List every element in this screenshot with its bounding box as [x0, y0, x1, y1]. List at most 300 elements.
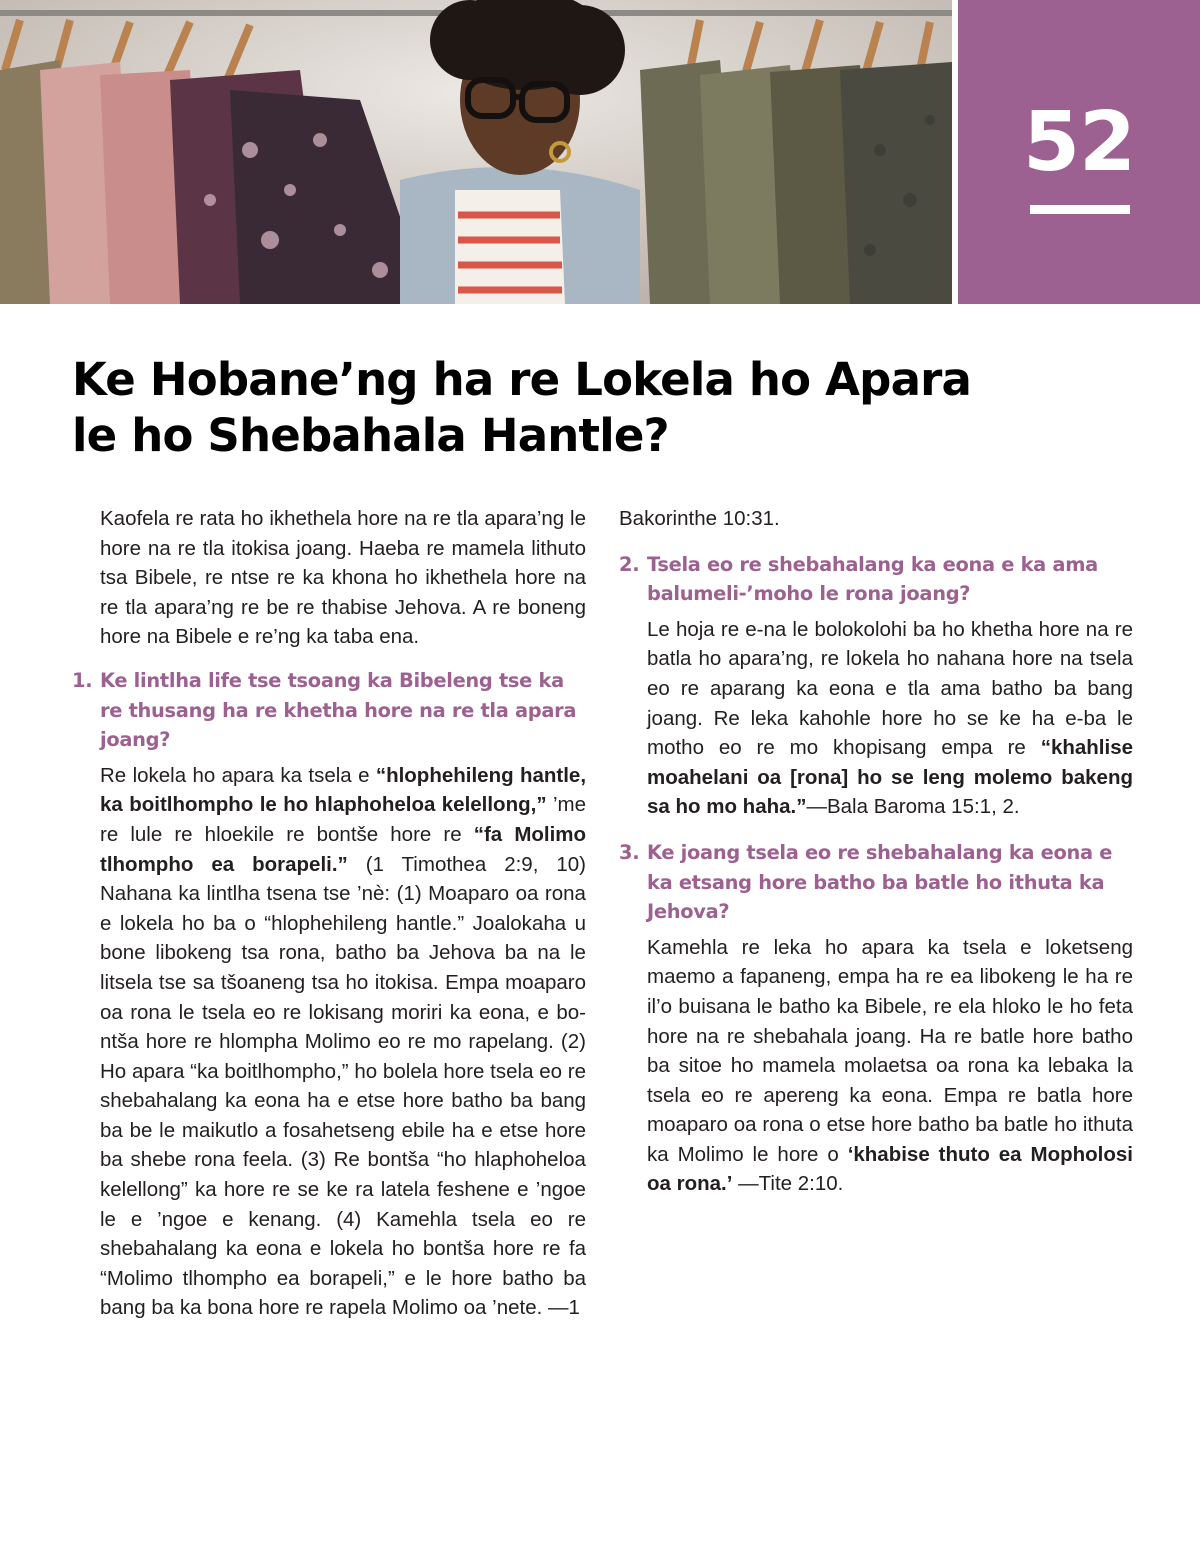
- answer-1-text-c-part: e: [517, 1178, 529, 1202]
- answer-1-text-c-part: litsela: [100, 970, 153, 994]
- answer-1-text-c-part: “hlophehileng: [264, 911, 388, 935]
- answer-1-text-c-part: [457, 1208, 472, 1231]
- answer-3-text-p2: —Tite 2:10.: [732, 1172, 844, 1196]
- answer-1-text-b-part: bontše: [316, 822, 379, 846]
- answer-1-text-c-part: eo: [539, 1059, 563, 1083]
- answer-1-text-c-part: [471, 1001, 478, 1024]
- answer-1-text-c-part: fa: [568, 1237, 587, 1261]
- answer-1-text-c-part: le: [178, 1000, 195, 1024]
- answer-1-text-c-part: bona: [207, 1296, 253, 1320]
- answer-1-text-c-part: [430, 1178, 437, 1201]
- answer-1-text-c-part: re: [567, 1207, 586, 1231]
- hero-photo: [0, 0, 952, 304]
- answer-1-text-c-part: eona: [254, 1089, 300, 1113]
- answer-1-text-c-part: shebe: [130, 1148, 187, 1172]
- answer-1-text-c-part: [217, 1237, 225, 1260]
- answer-1-paragraph: [72, 761, 586, 1323]
- answer-1-text-c-part: [395, 1267, 405, 1290]
- answer-1-text-c-part: ho: [181, 911, 205, 935]
- answer-1-quote-b-part: “fa: [473, 822, 503, 846]
- answer-1-text-c-part: eona,: [478, 1000, 531, 1024]
- answer-1-text-c-part: [538, 1119, 545, 1142]
- answer-1-text-c-part: rona,: [278, 941, 326, 965]
- answer-1-text-c-part: tsa: [241, 941, 269, 965]
- answer-1-text-c-part: [566, 912, 574, 935]
- answer-1-text-c-part: 10:31.: [722, 507, 780, 530]
- answer-1-text-c-part: tsela: [201, 1000, 246, 1024]
- answer-1-text-c-part: ho: [391, 1237, 415, 1261]
- answer-1-text-c-part: eo: [530, 1207, 553, 1231]
- answer-1-text-c-part: lokela: [119, 911, 174, 935]
- answer-1-text-c-part: moriri: [391, 1000, 443, 1024]
- answer-1-text-c-part: [217, 1178, 224, 1201]
- answer-1-text-c-part: le: [100, 1207, 116, 1231]
- question-1-text: Ke lintlha life tse tsoang ka Bibeleng tse ka re thusang ha re khetha hore na re tla apara joang?: [100, 668, 577, 752]
- answer-1-text-c-part: borapeli,”: [309, 1266, 395, 1290]
- answer-1-text-c-part: [529, 1178, 536, 1201]
- answer-1-text-c-part: [325, 941, 335, 964]
- answer-1-text-c-part: [290, 1178, 297, 1201]
- answer-1-text-c-part: [415, 1237, 423, 1260]
- answer-1-text-c-part: [265, 1178, 272, 1201]
- left-column: [72, 504, 586, 1323]
- answer-1-text-c-part: [173, 912, 181, 935]
- answer-1-text-c-part: Kamehla: [376, 1207, 458, 1231]
- question-1-number: 1.: [72, 668, 93, 692]
- answer-1-text-c-part: [401, 1030, 408, 1053]
- answer-1-text-c-part: re: [305, 1296, 324, 1320]
- question-2-text: Tsela eo re shebahalang ka eona e ka ama balumeli-’moho le rona joang?: [647, 552, 1098, 606]
- answer-1-text-c-part: hantle.”: [395, 911, 465, 935]
- answer-1-text-c-part: ba: [504, 941, 528, 965]
- answer-1-text-c-part: hore: [443, 1059, 485, 1083]
- answer-1-text-b-part: [462, 823, 474, 846]
- answer-2-paragraph: [619, 615, 1133, 822]
- answer-1-quote-b-part: [193, 853, 211, 876]
- answer-1-text-c-part: tlhompho: [182, 1266, 267, 1290]
- answer-1-text-c-part: (1: [365, 852, 384, 876]
- answer-1-text-c-part: [348, 853, 366, 876]
- answer-1-text-c-part: e: [222, 1207, 234, 1231]
- answer-1-text-c-part: [326, 1148, 334, 1171]
- answer-1-text-c-part: [111, 912, 119, 935]
- answer-1-text-c-part: e: [100, 911, 112, 935]
- answer-1-text-c-part: [139, 1030, 146, 1053]
- answer-1-text-c-part: [116, 1208, 131, 1231]
- answer-1-text-c-part: batho: [335, 941, 387, 965]
- answer-1-text-c-part: [426, 1030, 433, 1053]
- answer-1-text-c-part: [212, 1030, 219, 1053]
- answer-1-text-c-part: mo: [432, 1030, 462, 1054]
- answer-3-paragraph: [619, 933, 1133, 1199]
- answer-1-text-c-part: libokeng: [155, 941, 232, 965]
- answer-1-text-c-part: u: [574, 911, 586, 935]
- answer-1-text-c-part: boitlhompho,”: [224, 1059, 349, 1083]
- answer-1-text-c-part: [293, 1148, 301, 1171]
- answer-1-text-c-part: “ho: [436, 1148, 467, 1172]
- question-3-number: 3.: [619, 840, 640, 864]
- answer-1-text-c-part: [247, 1237, 255, 1260]
- answer-1-text-a-part: ho: [192, 763, 216, 787]
- answer-1-quote-b-part: [234, 853, 252, 876]
- answer-1-text-c-part: ka: [178, 882, 200, 906]
- answer-1-text-c-part: ba: [510, 1089, 533, 1113]
- answer-1-text-c-part: a: [265, 1118, 277, 1142]
- answer-1-text-a-part: apara: [221, 763, 275, 787]
- question-2: [619, 550, 1133, 609]
- answer-1-text-c-part: Re: [333, 1148, 360, 1172]
- answer-1-text-c-part: hlompha: [219, 1030, 298, 1054]
- question-2-number: 2.: [619, 552, 640, 576]
- answer-1-text-c-part: [195, 1001, 202, 1024]
- answer-1-text-c-part: [528, 941, 538, 964]
- lesson-number: 52: [1022, 95, 1136, 190]
- answer-1-text-c-part: batho: [451, 1089, 503, 1113]
- answer-1-text-b-part: [378, 823, 390, 846]
- answer-1-text-c-part: ’ngoe: [535, 1178, 586, 1202]
- answer-1-text-c-part: eona: [255, 1237, 302, 1261]
- answer-1-text-c-part: [186, 1148, 194, 1171]
- answer-1-text-c-part: [146, 941, 156, 964]
- answer-1-text-c-part: [538, 853, 556, 876]
- answer-1-text-c-part: [256, 912, 264, 935]
- answer-1-text-c-part: [554, 1267, 564, 1290]
- page-title: [72, 352, 1072, 464]
- answer-1-text-c-part: tsela: [490, 1059, 534, 1083]
- answer-1-text-c-part: (1): [396, 882, 422, 906]
- answer-1-text-c-part: o: [244, 911, 256, 935]
- answer-1-text-c-part: ebile: [401, 1118, 445, 1142]
- answer-1-text-c-part: ke: [326, 1178, 349, 1202]
- answer-2-quote-b1: “khahlise moahelani oa [rona] ho se leng molemo bakeng sa ho mo haha.”: [647, 736, 1133, 819]
- answer-1-text-c-part: [173, 1267, 183, 1290]
- answer-1-text-c-part: [247, 1089, 255, 1112]
- answer-1-text-c-part: rona: [130, 1000, 172, 1024]
- answer-1-text-c-part: e: [309, 1237, 322, 1261]
- answer-1-text-b-part: hloekile: [204, 822, 275, 846]
- answer-1-text-c-part: [123, 1119, 130, 1142]
- answer-1-text-c-part: [515, 1208, 530, 1231]
- answer-1-text-b-part: hore: [390, 822, 432, 846]
- answer-1-text-c-part: [554, 1030, 561, 1053]
- answer-1-text-c-part: ba: [563, 1266, 587, 1290]
- answer-1-text-c-part: [383, 1237, 391, 1260]
- answer-1-text-c-part: rona: [194, 1148, 236, 1172]
- answer-1-text-c-part: bolela: [382, 1059, 438, 1083]
- answer-1-text-c-part: [429, 1148, 437, 1171]
- answer-1-quote-a-part: kelellong,”: [441, 793, 547, 817]
- shopper-with-clothing-rack-illustration: [0, 0, 952, 304]
- answer-1-text-c-part: e: [337, 1089, 349, 1113]
- answer-1-text-b-part: re: [174, 822, 193, 846]
- answer-1-text-c-part: Bakorinthe: [619, 507, 718, 530]
- answer-1-text-c-part: tsela: [471, 1207, 516, 1231]
- answer-1-quote-a-part: hantle,: [519, 763, 587, 787]
- answer-1-text-c-part: [486, 853, 504, 876]
- answer-1-text-c-part: [245, 1001, 252, 1024]
- answer-1-text-a-part: lokela: [132, 763, 187, 787]
- answer-1-text-c-part: 10): [556, 852, 586, 876]
- answer-1-paragraph-continued: [619, 504, 1133, 534]
- answer-1-text-c-part: bang: [540, 1089, 587, 1113]
- answer-1-text-c-part: [330, 1089, 338, 1112]
- answer-1-text-a-part: ka: [280, 763, 303, 787]
- answer-1-text-c-part: ba: [396, 941, 420, 965]
- answer-1-text-c-part: tsa: [311, 970, 340, 994]
- answer-1-text-c-part: [300, 1267, 310, 1290]
- answer-1-text-c-part: Ho: [100, 1059, 127, 1083]
- answer-1-text-c-part: [302, 1237, 310, 1260]
- answer-1-text-c-part: [123, 1148, 131, 1171]
- answer-1-text-b-part: re: [443, 822, 462, 846]
- lesson-number-box: [958, 0, 1200, 304]
- answer-1-text-c-part: re: [407, 1030, 426, 1054]
- answer-1-text-b-part: [193, 823, 205, 846]
- answer-1-text-c-part: rapelang.: [468, 1030, 554, 1054]
- answer-1-text-c-part: [560, 941, 570, 964]
- answer-1-text-c-part: rona: [544, 882, 586, 906]
- answer-1-text-c-part: tse: [323, 882, 351, 906]
- answer-1-text-c-part: 2:9,: [504, 852, 539, 876]
- answer-1-text-c-part: Molimo: [304, 1030, 371, 1054]
- answer-1-text-c-part: feshene: [436, 1178, 510, 1202]
- answer-1-text-c-part: ba: [100, 1148, 123, 1172]
- answer-1-text-c-part: bang: [100, 1296, 146, 1320]
- answer-1-text-c-part: le: [569, 941, 586, 965]
- answer-1-text-c-part: [258, 1119, 265, 1142]
- answer-1-text-c-part: re: [542, 1237, 561, 1261]
- answer-1-text-c-part: itokisa.: [374, 970, 439, 994]
- answer-1-text-c-part: se: [297, 1178, 320, 1202]
- answer-1-text-c-part: [419, 941, 429, 964]
- answer-1-text-c-part: lintlha: [206, 882, 261, 906]
- answer-1-quote-a-part: boitlhompho: [129, 793, 254, 817]
- answer-1-text-c-part: ka: [224, 1089, 247, 1113]
- answer-1-text-c-part: [416, 1267, 426, 1290]
- page-title-line-2: le ho Shebahala Hantle?: [72, 409, 669, 462]
- answer-1-text-c-part: [387, 941, 397, 964]
- answer-1-text-c-part: apara: [131, 1059, 185, 1083]
- answer-1-text-c-part: ea: [276, 1266, 300, 1290]
- answer-1-text-c-part: [188, 1178, 195, 1201]
- answer-1-text-c-part: hore: [402, 1089, 444, 1113]
- answer-1-text-c-part: [492, 1267, 502, 1290]
- answer-1-text-c-part: [464, 912, 472, 935]
- answer-1-text-c-part: [442, 1267, 452, 1290]
- answer-1-text-c-part: eo: [377, 1030, 401, 1054]
- answer-1-text-c-part: le: [159, 1118, 176, 1142]
- answer-1-text-c-part: Jehova: [428, 941, 495, 965]
- answer-1-text-c-part: hore: [544, 1118, 587, 1142]
- answer-1-text-c-part: Nahana: [100, 882, 172, 906]
- answer-1-text-c-part: Joalokaha: [472, 911, 567, 935]
- answer-1-text-c-part: bontša: [422, 1237, 485, 1261]
- answer-1-text-c-part: ha: [307, 1089, 331, 1113]
- answer-1-text-c-part: [445, 1119, 452, 1142]
- answer-1-text-c-part: re: [193, 1030, 213, 1054]
- answer-1-text-c-part: [321, 1208, 336, 1231]
- answer-1-text-c-part: ka: [179, 1296, 202, 1320]
- answer-1-text-c-part: [321, 1237, 329, 1260]
- answer-1-text-c-part: bone: [100, 941, 146, 965]
- answer-2-text-p1: Le hoja re e-na le bolokolohi ba ho khetha hore na re batla ho apara’ng, re lokela ho nahana hore na tsela eo re aparang ka eona e tla ama batho ba bang joang. Re leka kahohle hore ho se ke ha e-ba le motho eo re mo khopisang empa re: [647, 617, 1133, 760]
- answer-1-text-c-part: [234, 1208, 249, 1231]
- right-column: [619, 504, 1133, 1199]
- answer-3-quote-b1: ‘khabise thuto ea Mopholosi oa rona.’: [647, 1142, 1133, 1196]
- answer-1-text-c-part: kenang.: [248, 1207, 322, 1231]
- answer-1-text-c-part: latela: [380, 1178, 430, 1202]
- answer-1-text-c-part: ’nete.: [492, 1296, 543, 1320]
- intro-paragraph: Kaofela re rata ho ikhethela hore na re tla apara’ng le hore na re tla itokisa joang. Haeba re mamela lithuto tsa Bibele, re ntse re ka khona ho ikhethela hore na re tla apara’ng re be re thabise Jehova. A re boneng hore na Bibele e re’ng ka taba ena.: [100, 507, 586, 649]
- answer-1-text-b-part: [305, 823, 317, 846]
- answer-1-text-b-part: [431, 823, 443, 846]
- answer-1-text-c-part: Molimo: [391, 1296, 458, 1320]
- answer-1-text-c-part: re: [567, 1059, 587, 1083]
- question-3: [619, 838, 1133, 927]
- answer-1-text-a-part: tsela: [308, 763, 352, 787]
- answer-1-text-c-part: ho: [354, 1059, 378, 1083]
- answer-1-text-c-part: [387, 912, 395, 935]
- question-3-text: Ke joang tsela eo re shebahalang ka eona e ka etsang hore batho ba batle ho ithuta ka Jehova?: [647, 840, 1113, 924]
- answer-1-text-c-part: [360, 1148, 368, 1171]
- answer-1-text-c-part: oa: [515, 882, 539, 906]
- answer-1-text-c-part: rapela: [329, 1296, 387, 1320]
- answer-1-text-c-part: [175, 1119, 182, 1142]
- answer-1-text-c-part: e: [404, 1266, 416, 1290]
- answer-1-text-c-part: [269, 941, 279, 964]
- answer-1-text-b-part: ’me: [552, 793, 587, 817]
- answer-1-text-c-part: [361, 1208, 376, 1231]
- answer-1-text-c-part: ’nè:: [357, 882, 391, 906]
- answer-1-text-c-part: [235, 1148, 243, 1171]
- answer-1-text-c-part: [561, 1237, 569, 1260]
- answer-1-text-c-part: ba: [151, 1296, 175, 1320]
- answer-1-text-c-part: ka: [194, 1178, 217, 1202]
- answer-1-text-c-part: na: [537, 941, 561, 965]
- answer-1-text-c-part: tsena: [266, 882, 317, 906]
- answer-1-quote-a-part: ho: [283, 793, 309, 817]
- answer-1-text-c-part: moaparo: [505, 970, 587, 994]
- answer-1-text-c-part: ba: [213, 911, 236, 935]
- answer-1-text-c-part: [553, 1208, 568, 1231]
- answer-1-text-c-part: tšoaneng: [220, 970, 306, 994]
- answer-1-text-c-part: ha: [451, 1118, 475, 1142]
- answer-1-text-c-part: [495, 941, 505, 964]
- answer-1-text-b-part: re: [100, 822, 119, 846]
- answer-1-text-c-part: lokela: [329, 1237, 384, 1261]
- answer-1-text-c-part: bontša: [100, 1000, 586, 1054]
- answer-1-text-c-part: e: [481, 1118, 493, 1142]
- answer-1-quote-b-part: borapeli.”: [252, 852, 348, 876]
- answer-1-text-c-part: e: [537, 1000, 549, 1024]
- answer-1-text-c-part: le: [425, 1266, 442, 1290]
- answer-1-quote-b-part: Molimo: [514, 822, 587, 846]
- answer-2-text-p2: —Bala Baroma 15:1, 2.: [806, 795, 1020, 819]
- answer-1-text-c-part: ka: [225, 1237, 248, 1261]
- answer-3-text-p1: Kamehla re leka ho apara ka tsela e loketseng maemo a fapaneng, empa ha re ea libokeng le ha re il’o buisana le batho ka Bibele, re ela hloko le ho feta hore na re shebahala joang. Ha re batle hore batho ba sitoe ho mamela molaetsa oa rona ka lebaka la tsela eo re apereng ka eona. Empa re batla hore moaparo oa rona o etse hore batho ba batle ho ithuta ka Molimo le hore o: [647, 935, 1133, 1166]
- answer-1-text-c-part: [484, 1237, 492, 1260]
- answer-1-text-a-part: Re: [100, 763, 127, 787]
- lesson-number-underline: [1030, 205, 1130, 214]
- answer-1-quote-b-part: tlhompho: [100, 852, 194, 876]
- answer-1-text-c-part: hlaphoheloa: [474, 1148, 586, 1172]
- answer-1-quote-a-part: “hlophehileng: [375, 763, 514, 787]
- answer-1-text-c-part: (3): [300, 1148, 326, 1172]
- answer-1-text-c-part: hore: [145, 1030, 187, 1054]
- answer-1-text-c-part: [384, 853, 402, 876]
- answer-1-text-b-part: re: [286, 822, 305, 846]
- answer-1-text-c-part: —1: [548, 1296, 580, 1320]
- question-1: [72, 666, 586, 755]
- answer-1-text-c-part: ka: [449, 1000, 472, 1024]
- answer-1-text-b-part: lule: [130, 822, 163, 846]
- answer-1-text-c-part: lokisang: [308, 1000, 384, 1024]
- answer-1-text-c-part: kelellong”: [100, 1178, 188, 1202]
- answer-1-quote-a-part: ka: [100, 793, 123, 817]
- answer-1-text-c-part: [232, 941, 242, 964]
- answer-1-text-c-part: (2): [560, 1030, 586, 1054]
- answer-1-text-c-part: [207, 1208, 222, 1231]
- answer-1-text-c-part: bontša: [367, 1148, 430, 1172]
- answer-1-text-c-part: [301, 1001, 308, 1024]
- answer-1-text-c-part: re: [282, 1000, 302, 1024]
- answer-1-text-a-part: e: [358, 763, 370, 787]
- answer-1-text-c-part: ho: [345, 970, 369, 994]
- answer-1-text-b-part: [118, 823, 130, 846]
- answer-1-text-c-part: shebahalang: [100, 1237, 218, 1261]
- page-title-line-1: Ke Hobane’ng ha re Lokela ho Apara: [72, 353, 972, 406]
- answer-1-text-c-part: [530, 1001, 537, 1024]
- answer-1-text-c-part: ba: [100, 1118, 123, 1142]
- answer-1-text-c-part: [371, 1030, 378, 1053]
- answer-1-text-c-part: fosahetseng: [283, 1118, 395, 1142]
- answer-1-text-c-part: [395, 1089, 403, 1112]
- answer-1-text-c-part: “ka: [190, 1059, 219, 1083]
- answer-1-text-c-part: sa: [192, 970, 215, 994]
- answer-1-quote-a-part: le: [259, 793, 277, 817]
- answer-1-text-c-part: hore: [223, 1178, 265, 1202]
- answer-1-text-c-part: [187, 1030, 194, 1053]
- answer-1-quote-b-part: ea: [211, 852, 235, 876]
- answer-1-text-c-part: [217, 1089, 225, 1112]
- answer-1-text-c-part: [503, 1089, 511, 1112]
- answer-1-text-c-part: eo: [252, 1000, 276, 1024]
- answer-1-text-c-part: maikutlo: [181, 1118, 259, 1142]
- answer-1-text-c-part: [395, 1119, 402, 1142]
- answer-1-text-c-part: Empa: [445, 970, 499, 994]
- answer-1-text-c-part: Timothea: [401, 852, 487, 876]
- answer-1-quote-a-part: hlaphoheloa: [314, 793, 436, 817]
- answer-1-quote-b-part: [502, 823, 514, 846]
- answer-1-text-c-part: oa: [463, 1296, 487, 1320]
- answer-1-text-c-part: Moaparo: [428, 882, 510, 906]
- answer-1-text-c-part: ’ngoe: [157, 1207, 208, 1231]
- answer-1-text-c-part: [298, 1030, 305, 1053]
- answer-1-text-b-part: [274, 823, 286, 846]
- answer-1-text-c-part: etse: [499, 1118, 539, 1142]
- answer-1-text-c-part: re: [272, 1178, 291, 1202]
- answer-1-text-c-part: [267, 1267, 277, 1290]
- answer-1-text-c-part: ra: [355, 1178, 374, 1202]
- answer-1-text-c-part: [171, 1001, 178, 1024]
- answer-1-text-c-part: e: [130, 1207, 143, 1231]
- answer-1-text-c-part: (4): [336, 1207, 362, 1231]
- answer-1-text-c-part: hore: [451, 1266, 493, 1290]
- answer-1-text-c-part: [374, 1178, 381, 1201]
- answer-1-text-c-part: hore: [258, 1296, 300, 1320]
- answer-1-text-c-part: [442, 1001, 449, 1024]
- answer-1-text-c-part: “Molimo: [100, 1266, 173, 1290]
